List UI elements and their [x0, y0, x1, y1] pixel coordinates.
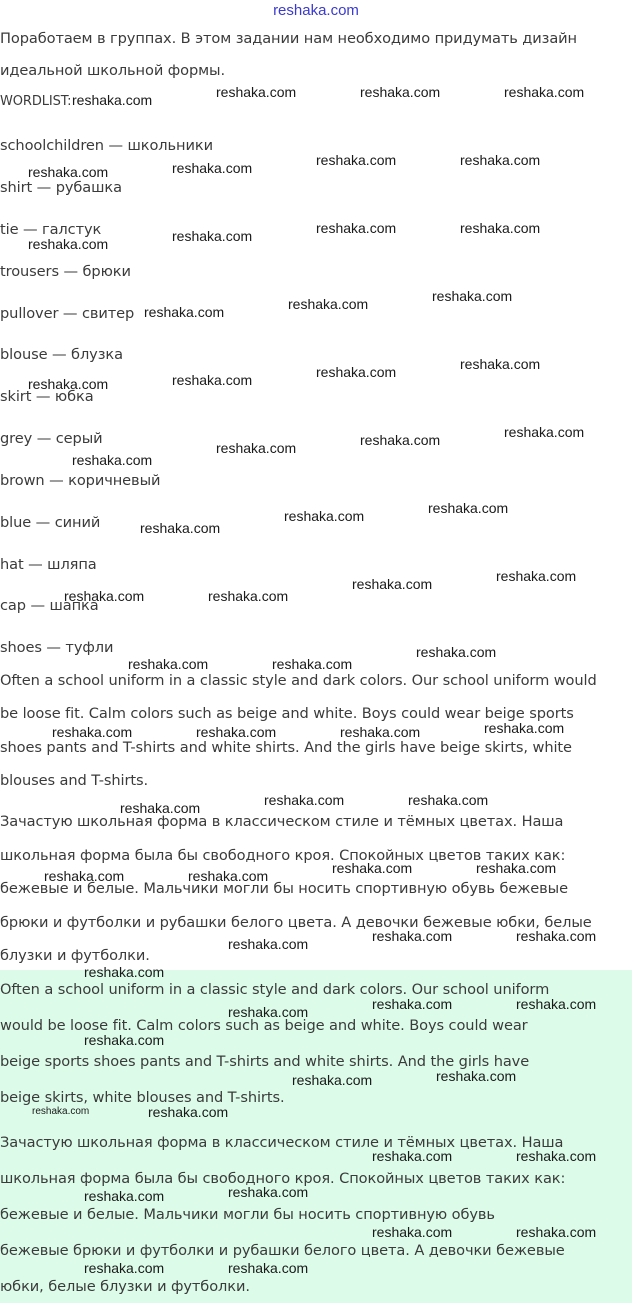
watermark: reshaka.com — [360, 84, 441, 100]
watermark: reshaka.com — [44, 868, 125, 884]
watermark: reshaka.com — [172, 160, 253, 176]
watermark: reshaka.com — [408, 792, 489, 808]
intro-line-1: Поработаем в группах. В этом задании нам необходимо придумать дизайн — [0, 30, 577, 47]
watermark: reshaka.com — [272, 656, 353, 672]
watermark: reshaka.com — [516, 928, 597, 944]
watermark: reshaka.com — [292, 1072, 373, 1088]
wordlist-item: schoolchildren — школьники — [0, 137, 213, 154]
answer-english-line: beige skirts, white blouses and T-shirts. — [0, 1089, 285, 1106]
watermark: reshaka.com — [436, 1068, 517, 1084]
watermark: reshaka.com — [64, 588, 145, 604]
watermark: reshaka.com — [372, 1148, 453, 1164]
wordlist-item: trousers — брюки — [0, 263, 131, 280]
watermark: reshaka.com — [140, 520, 221, 536]
watermark: reshaka.com — [284, 508, 365, 524]
russian-text-line: школьная форма была бы свободного кроя. Спокойных цветов таких как: — [0, 847, 566, 864]
watermark: reshaka.com — [28, 236, 109, 252]
watermark: reshaka.com — [496, 568, 577, 584]
watermark: reshaka.com — [84, 1188, 165, 1204]
wordlist-item: hat — шляпа — [0, 556, 97, 573]
watermark: reshaka.com — [460, 356, 541, 372]
watermark: reshaka.com — [228, 936, 309, 952]
english-text-line: Often a school uniform in a classic style and dark colors. Our school uniform would — [0, 672, 597, 689]
answer-russian-line: юбки, белые блузки и футболки. — [0, 1278, 250, 1295]
russian-text-line: брюки и футболки и рубашки белого цвета. А девочки бежевые юбки, белые — [0, 914, 592, 931]
watermark: reshaka.com — [52, 724, 133, 740]
watermark: reshaka.com — [316, 152, 397, 168]
wordlist-item: skirt — юбка — [0, 388, 94, 405]
intro-line-2: идеальной школьной формы. — [0, 62, 225, 79]
watermark: reshaka.com — [28, 164, 109, 180]
russian-text-line: Зачастую школьная форма в классическом стиле и тёмных цветах. Наша — [0, 813, 564, 830]
watermark: reshaka.com — [148, 1104, 229, 1120]
watermark: reshaka.com — [84, 1032, 165, 1048]
wordlist-label: WORDLIST: — [0, 94, 72, 109]
watermark: reshaka.com — [196, 724, 277, 740]
watermark: reshaka.com — [188, 868, 269, 884]
watermark: reshaka.com — [228, 1260, 309, 1276]
watermark: reshaka.com — [144, 304, 225, 320]
english-text-line: blouses and T-shirts. — [0, 772, 149, 789]
watermark: reshaka.com — [432, 288, 513, 304]
watermark: reshaka.com — [416, 644, 497, 660]
watermark: reshaka.com — [172, 228, 253, 244]
answer-english-line: beige sports shoes pants and T-shirts and white shirts. And the girls have — [0, 1053, 530, 1070]
watermark: reshaka.com — [72, 92, 153, 108]
watermark: reshaka.com — [216, 84, 297, 100]
english-text-line: shoes pants and T-shirts and white shirts. And the girls have beige skirts, white — [0, 739, 572, 756]
watermark: reshaka.com — [352, 576, 433, 592]
wordlist-item: cap — шапка — [0, 597, 99, 614]
watermark: reshaka.com — [216, 440, 297, 456]
russian-text-line: бежевые и белые. Мальчики могли бы носить спортивную обувь бежевые — [0, 880, 568, 897]
wordlist-item: pullover — свитер — [0, 305, 135, 322]
watermark: reshaka.com — [332, 860, 413, 876]
answer-russian-line: школьная форма была бы свободного кроя. Спокойных цветов таких как: — [0, 1170, 566, 1187]
watermark: reshaka.com — [340, 724, 421, 740]
watermark: reshaka.com — [72, 452, 153, 468]
watermark: reshaka.com — [120, 800, 201, 816]
watermark: reshaka.com — [476, 860, 557, 876]
watermark: reshaka.com — [228, 1184, 309, 1200]
watermark: reshaka.com — [372, 928, 453, 944]
answer-english-line: would be loose fit. Calm colors such as beige and white. Boys could wear — [0, 1017, 528, 1034]
watermark: reshaka.com — [372, 1224, 453, 1240]
watermark: reshaka.com — [428, 500, 509, 516]
watermark: reshaka.com — [316, 220, 397, 236]
watermark: reshaka.com — [372, 996, 453, 1012]
watermark: reshaka.com — [32, 1106, 90, 1117]
watermark: reshaka.com — [460, 220, 541, 236]
answer-russian-line: бежевые и белые. Мальчики могли бы носить спортивную обувь — [0, 1206, 495, 1223]
watermark: reshaka.com — [172, 372, 253, 388]
english-text-line: be loose fit. Calm colors such as beige and white. Boys could wear beige sports — [0, 705, 574, 722]
answer-russian-line: бежевые брюки и футболки и рубашки белого цвета. А девочки бежевые — [0, 1242, 565, 1259]
russian-text-line: блузки и футболки. — [0, 947, 150, 964]
wordlist-item: shirt — рубашка — [0, 179, 122, 196]
watermark: reshaka.com — [484, 720, 565, 736]
watermark: reshaka.com — [316, 364, 397, 380]
watermark: reshaka.com — [516, 996, 597, 1012]
watermark: reshaka.com — [28, 376, 109, 392]
watermark: reshaka.com — [504, 424, 585, 440]
wordlist-item: shoes — туфли — [0, 639, 114, 656]
watermark: reshaka.com — [516, 1224, 597, 1240]
watermark: reshaka.com — [504, 84, 585, 100]
watermark: reshaka.com — [516, 1148, 597, 1164]
site-name[interactable]: reshaka.com — [273, 2, 359, 19]
watermark: reshaka.com — [264, 792, 345, 808]
watermark: reshaka.com — [360, 432, 441, 448]
wordlist-item: grey — серый — [0, 430, 103, 447]
answer-english-line: Often a school uniform in a classic style and dark colors. Our school uniform — [0, 981, 550, 998]
wordlist-item: tie — галстук — [0, 221, 102, 238]
watermark: reshaka.com — [128, 656, 209, 672]
watermark: reshaka.com — [208, 588, 289, 604]
wordlist-item: blouse — блузка — [0, 346, 123, 363]
watermark: reshaka.com — [84, 964, 165, 980]
watermark: reshaka.com — [288, 296, 369, 312]
watermark: reshaka.com — [84, 1260, 165, 1276]
answer-russian-line: Зачастую школьная форма в классическом стиле и тёмных цветах. Наша — [0, 1134, 564, 1151]
wordlist-item: brown — коричневый — [0, 472, 161, 489]
watermark: reshaka.com — [460, 152, 541, 168]
watermark: reshaka.com — [228, 1004, 309, 1020]
wordlist-item: blue — синий — [0, 514, 101, 531]
